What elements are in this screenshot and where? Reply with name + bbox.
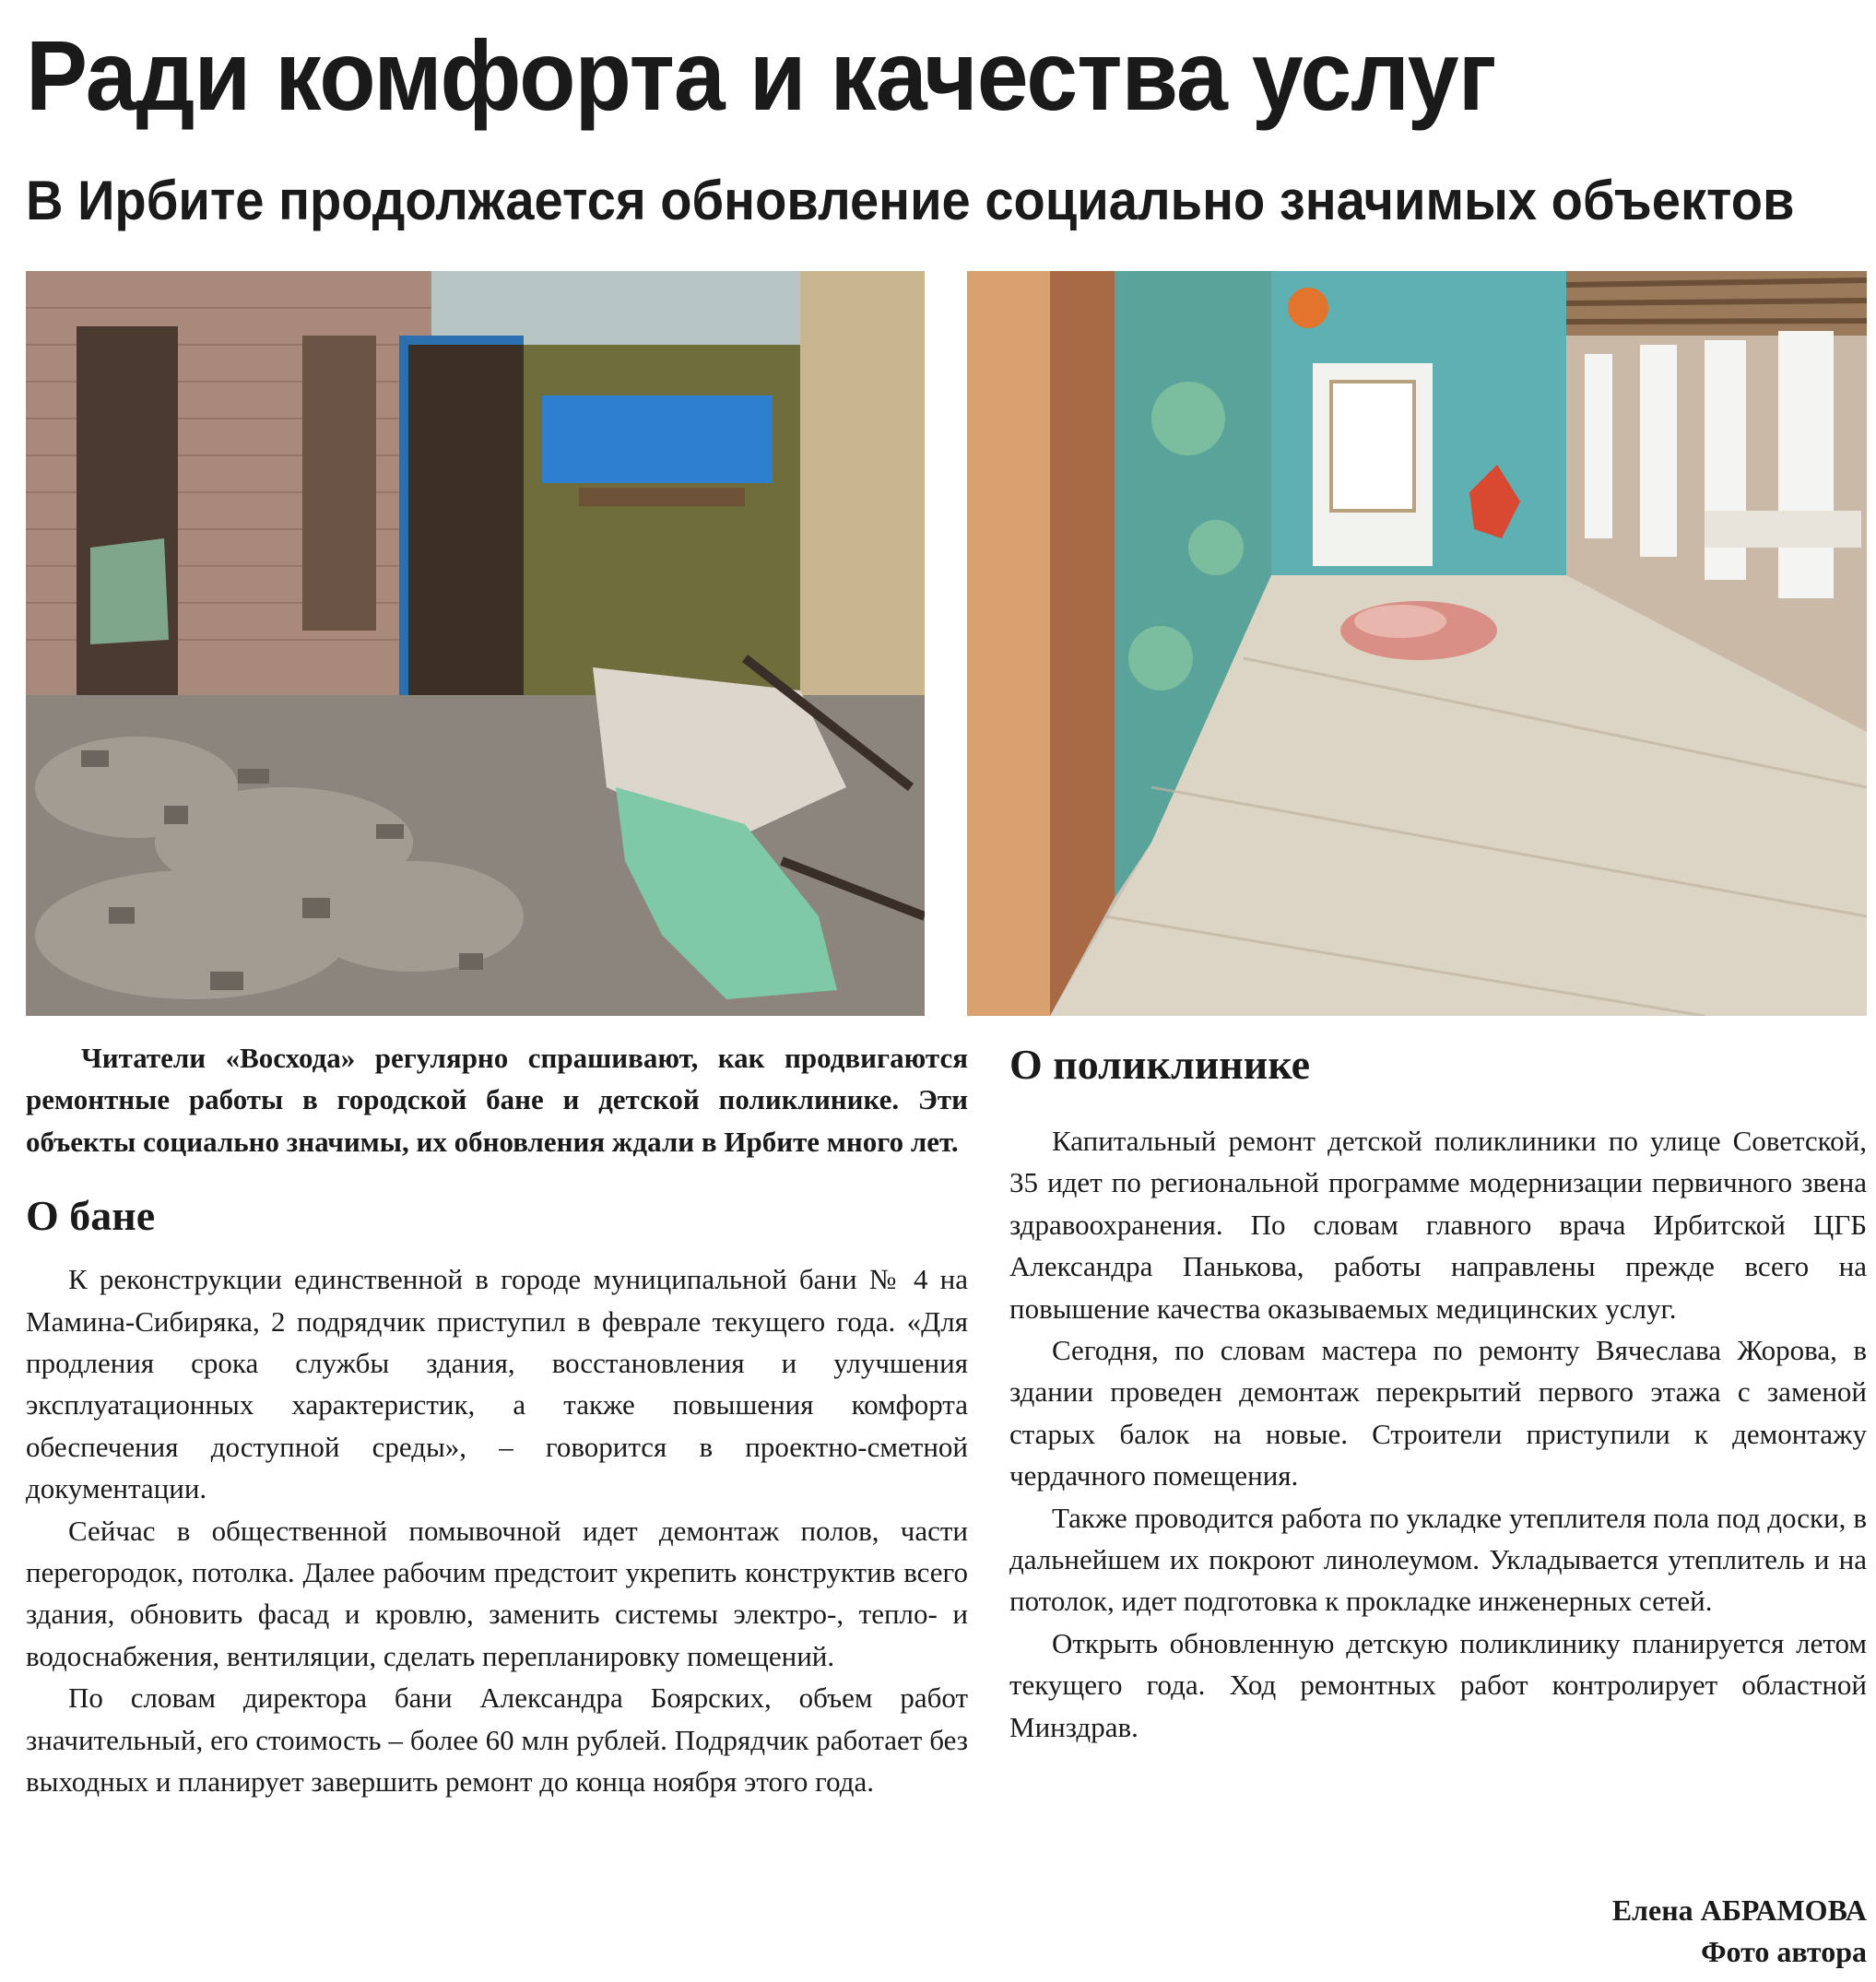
column-right bbox=[1009, 1037, 1867, 1748]
clinic-paragraph: Также проводится работа по укладке утеплителя пола под доски, в дальнейшем их покроют линолеумом. Укладывается утеплитель и на потолок, идет подготовка к прокладке инженерных сетей. bbox=[1009, 1501, 1867, 1618]
photo-bathhouse-image bbox=[26, 271, 925, 1016]
headline: Ради комфорта и качества услуг bbox=[26, 19, 1496, 131]
byline bbox=[1612, 1890, 1867, 1973]
photo-clinic-image bbox=[967, 271, 1867, 1016]
bathhouse-paragraph: К реконструкции единственной в городе муниципальной бани № 4 на Мамина-Сибиряка, 2 подрядчик приступил в феврале текущего года. «Для продления срока службы здания, восстановления и улучшения эксплуатационных характеристик, а также повышения комфорта обеспечения доступной среды», – говорится в проектно-сметной документации. bbox=[26, 1263, 968, 1505]
article-lead: Читатели «Восхода» регулярно спрашивают, как продвигаются ремонтные работы в городской бане и детской поликлинике. Эти объекты социально значимы, их обновления ждали в Ирбите много лет. bbox=[26, 1042, 968, 1158]
clinic-paragraph: Сегодня, по словам мастера по ремонту Вячеслава Жорова, в здании проведен демонтаж перекрытий первого этажа с заменой старых балок на новые. Строители приступили к демонтажу чердачного помещения. bbox=[1009, 1334, 1867, 1492]
photo-bathhouse-demolition bbox=[26, 271, 925, 1016]
subheadline: В Ирбите продолжается обновление социально значимых объектов bbox=[26, 170, 1795, 231]
section-heading-clinic: О поликлинике bbox=[1009, 1041, 1311, 1088]
photo-credit: Фото автора bbox=[1701, 1935, 1867, 1968]
bathhouse-paragraph: По словам директора бани Александра Боярских, объем работ значительный, его стоимость – более 60 млн рублей. Подрядчик работает без выходных и планирует завершить ремонт до конца ноября этого года. bbox=[26, 1681, 968, 1799]
author-name: Елена АБРАМОВА bbox=[1611, 1894, 1867, 1927]
bathhouse-paragraph: Сейчас в общественной помывочной идет демонтаж полов, части перегородок, потолка. Далее рабочим предстоит укрепить конструктив всего здания, обновить фасад и кровлю, заменить системы электро-, тепло- и водоснабжения, вентиляции, сделать перепланировку помещений. bbox=[26, 1514, 968, 1672]
column-left bbox=[26, 1037, 968, 1803]
section-heading-bathhouse: О бане bbox=[26, 1192, 156, 1240]
clinic-paragraph: Открыть обновленную детскую поликлинику планируется летом текущего года. Ход ремонтных работ контролирует областной Минздрав. bbox=[1009, 1626, 1867, 1743]
photo-clinic-corridor bbox=[967, 271, 1867, 1016]
clinic-paragraph: Капитальный ремонт детской поликлиники по улице Советской, 35 идет по региональной программе модернизации первичного звена здравоохранения. По словам главного врача Ирбитской ЦГБ Александра Панькова, работы направлены прежде всего на повышение качества оказываемых медицинских услуг. bbox=[1009, 1125, 1867, 1325]
